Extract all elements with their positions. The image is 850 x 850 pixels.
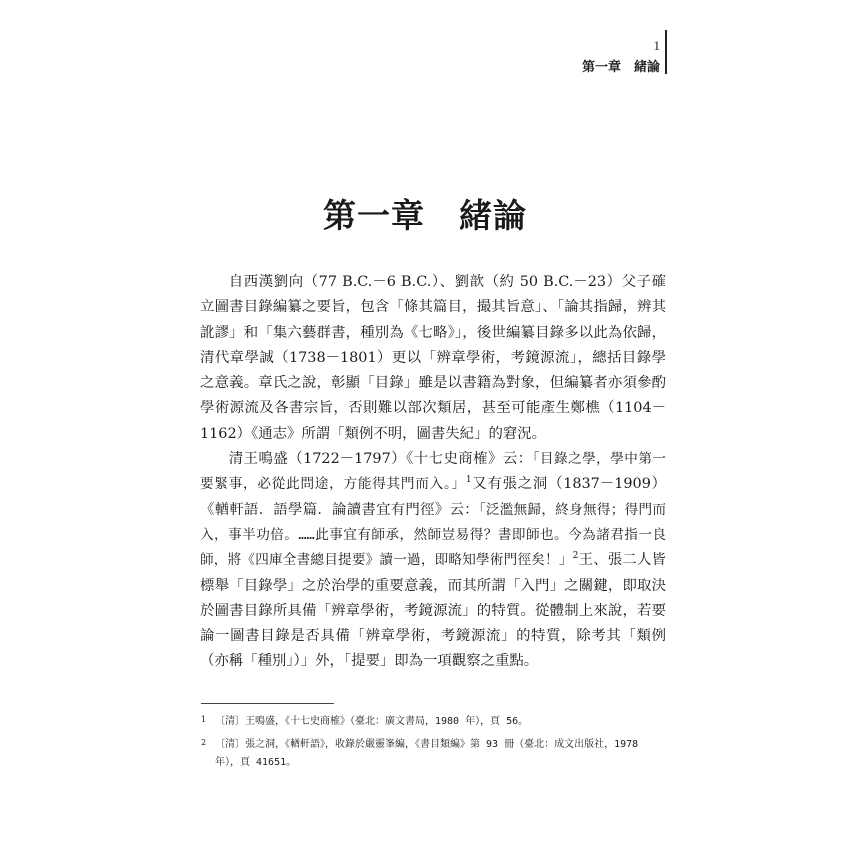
paragraph-2-intro: 清王鳴盛（1722－1797）《十七史商榷》云： bbox=[228, 451, 533, 468]
header-vertical-rule bbox=[665, 30, 667, 74]
footnote-divider bbox=[201, 703, 334, 704]
footnotes bbox=[201, 713, 666, 777]
footnote-1 bbox=[201, 713, 666, 731]
footnote-text: 〔清〕王鳴盛，《十七史商榷》（臺北：廣文書局，1980 年），頁 56。 bbox=[215, 716, 529, 727]
page-number: 1 bbox=[653, 38, 660, 53]
quote-wang: 「目錄之學，學中第一要緊事，必從此問途，方能得其門而入。」 bbox=[200, 451, 666, 493]
footnote-ref-1[interactable]: 1 bbox=[465, 475, 472, 486]
footnote-text: 〔清〕張之洞，《輶軒語》，收錄於嚴靈峯編，《書目類編》第 93 冊（臺北：成文出版社，1978 年），頁 41651。 bbox=[215, 739, 639, 768]
chapter-title: 第一章 緒論 bbox=[323, 196, 527, 235]
running-head-title: 第一章 緒論 bbox=[581, 60, 660, 75]
paragraph-2-conclusion: 王、張二人皆標舉「目錄學」之於治學的重要意義，而其所謂「入門」之關鍵，即取決於圖書目錄所具備「辨章學術，考鏡源流」的特質。從體制上來說，若要論一圖書目錄是否具備「辨章學術，考鏡源流」的特質，除考其「類例（亦稱「種別」）」外，「提要」即為一項觀察之重點。 bbox=[200, 552, 666, 670]
quote-zhang: 「泛濫無歸，終身無得；得門而入，事半功倍。……此事宜有師承，然師豈易得？書即師也。今為諸君指一良師，將《四庫全書總目提要》讀一過，即略知學術門徑矣！」 bbox=[200, 501, 666, 569]
body-text bbox=[200, 270, 666, 675]
footnote-ref-2[interactable]: 2 bbox=[572, 551, 579, 562]
paragraph-1: 自西漢劉向（77 B.C.－6 B.C.）、劉歆（約 50 B.C.－23）父子確立圖書目錄編纂之要旨，包含「條其篇目，撮其旨意」、「論其指歸，辨其訛謬」和「集六藝群書，種別為《七略》」，後世編纂目錄多以此為依歸，清代章學誠（1738－1801）更以「辨章學術，考鏡源流」，總括目錄學之意義。章氏之說，彰顯「目錄」雖是以書籍為對象，但編纂者亦須參酌學術源流及各書宗旨，否則難以部次類居，甚至可能產生鄭樵（1104－1162）《通志》所謂「類例不明，圖書失紀」的窘況。 bbox=[200, 274, 666, 442]
footnote-number: 1 bbox=[201, 715, 207, 724]
footnote-2 bbox=[201, 736, 666, 772]
paragraph-2-middle: 又有張之洞（1837－1909）《輶軒語．語學篇．論讀書宜有門徑》云： bbox=[200, 476, 666, 518]
paragraph-2 bbox=[200, 447, 666, 675]
footnote-number: 2 bbox=[201, 738, 207, 747]
